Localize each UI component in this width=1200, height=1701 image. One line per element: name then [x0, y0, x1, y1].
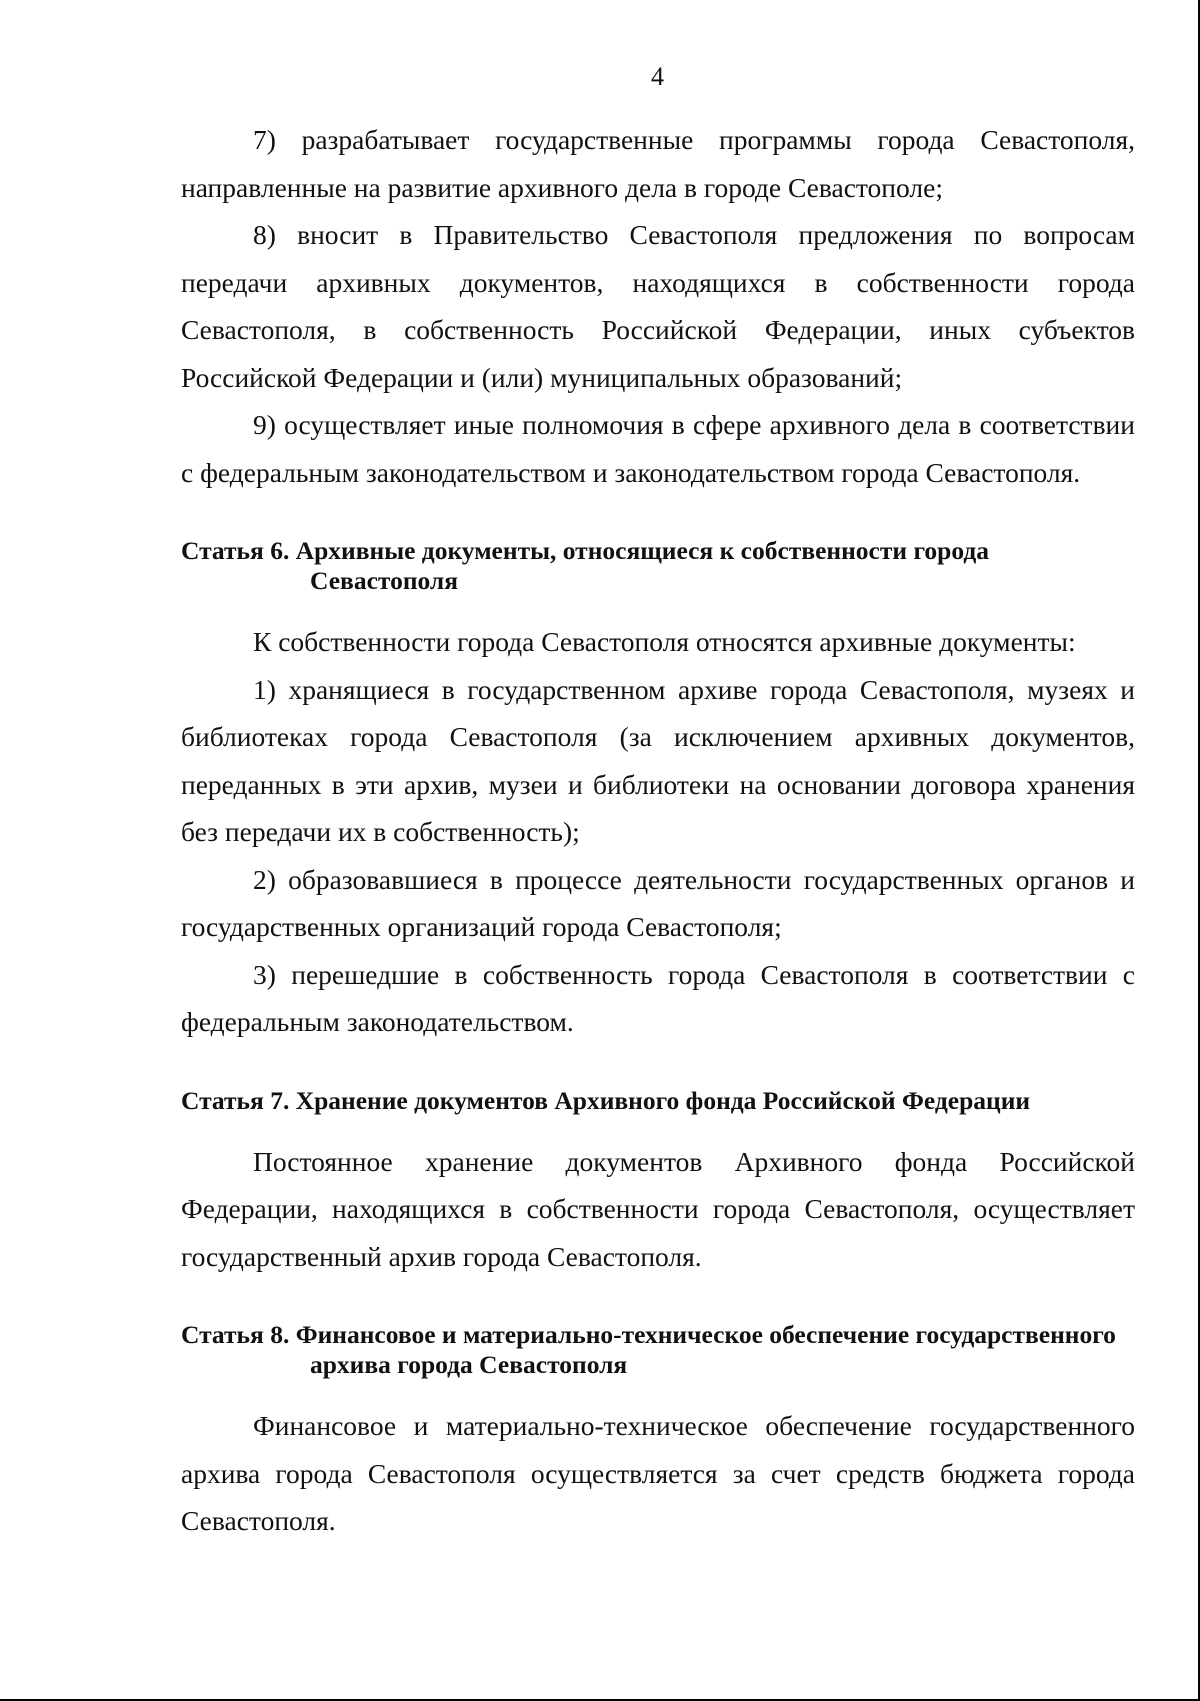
article-7-heading: Статья 7. Хранение документов Архивного фонда Российской Федерации — [181, 1085, 1031, 1115]
article-6-item-2: 2) образовавшиеся в процессе деятельности государственных органов и государственных организаций города Севастополя; — [181, 863, 1135, 942]
paragraph-item-9: 9) осуществляет иные полномочия в сфере архивного дела в соответствии с федеральным законодательством и законодательством города Севастополя. — [181, 409, 1135, 488]
section-spacer — [181, 1280, 1135, 1320]
article-8-heading: Статья 8. Финансовое и материально-техническое обеспечение государственного архива города Севастополя — [181, 1320, 1116, 1379]
page-number: 4 — [651, 62, 664, 91]
section-spacer — [181, 1116, 1135, 1138]
article-6-item-1: 1) хранящиеся в государственном архиве города Севастополя, музеях и библиотеках города Севастополя (за исключением архивных документов, переданных в эти архив, музеи и библиотеки на основании договора хранения без передачи их в собственность); — [181, 673, 1135, 847]
paragraph-item-8: 8) вносит в Правительство Севастополя предложения по вопросам передачи архивных документов, находящихся в собственности города Севастополя, в собственность Российской Федерации, иных субъектов Российской Федерации и (или) муниципальных образований; — [181, 219, 1135, 393]
section-spacer — [181, 496, 1135, 536]
section-spacer — [181, 596, 1135, 618]
paragraph-item-7: 7) разрабатывает государственные программы города Севастополя, направленные на развитие архивного дела в городе Севастополе; — [181, 124, 1135, 203]
section-spacer — [181, 1046, 1135, 1086]
document-body — [181, 116, 1135, 1545]
article-7-body: Постоянное хранение документов Архивного фонда Российской Федерации, находящихся в собственности города Севастополя, осуществляет государственный архив города Севастополя. — [181, 1145, 1135, 1272]
article-6-item-3: 3) перешедшие в собственность города Севастополя в соответствии с федеральным законодательством. — [181, 958, 1135, 1037]
article-6-heading: Статья 6. Архивные документы, относящиеся к собственности города Севастополя — [181, 536, 989, 595]
article-8-body: Финансовое и материально-техническое обеспечение государственного архива города Севастополя осуществляется за счет средств бюджета города Севастополя. — [181, 1410, 1135, 1536]
section-spacer — [181, 1380, 1135, 1402]
article-6-intro: К собственности города Севастополя относятся архивные документы: — [253, 626, 1076, 657]
